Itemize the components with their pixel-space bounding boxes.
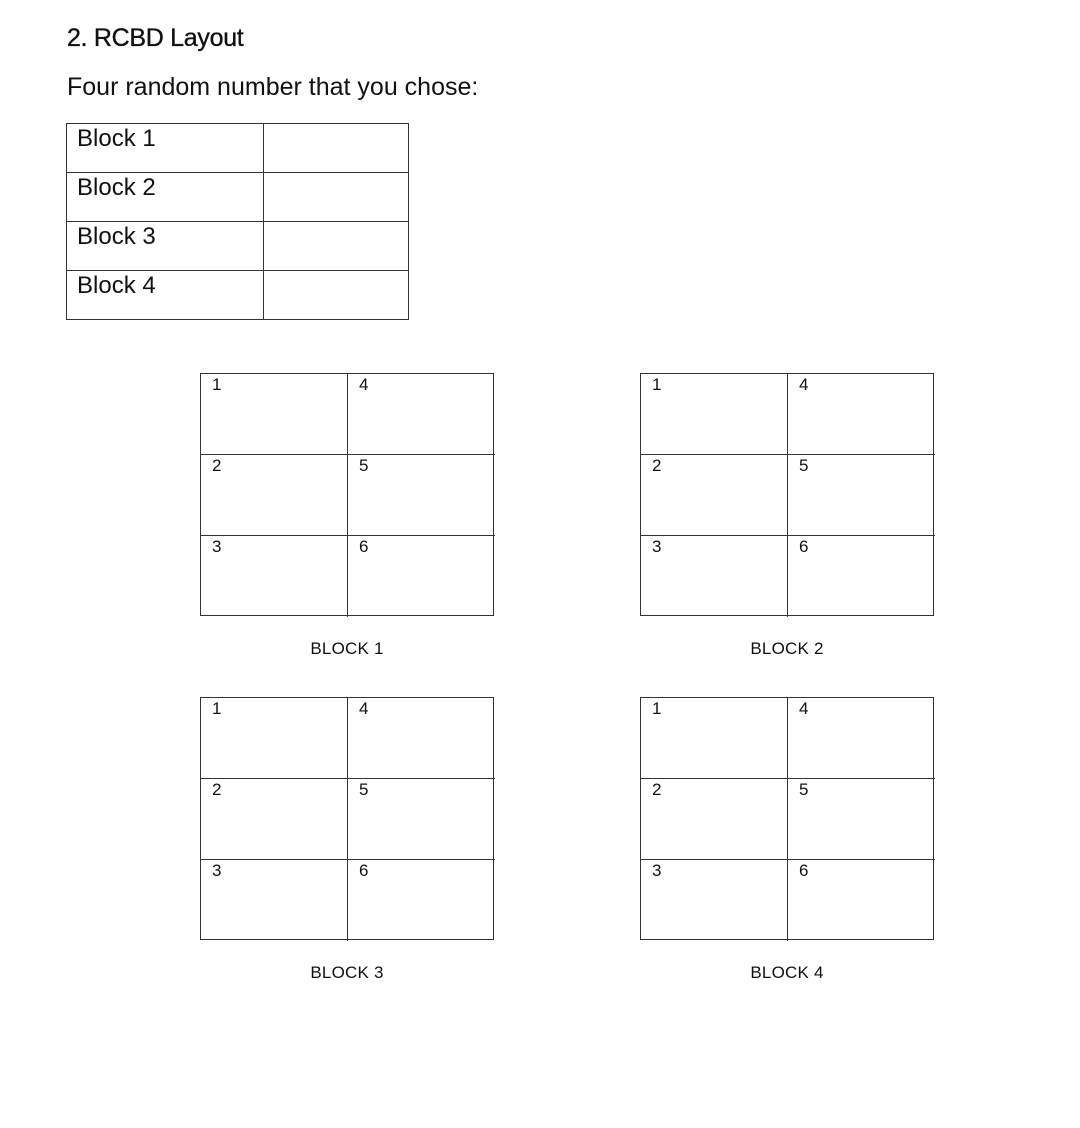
table-row <box>67 173 409 222</box>
block-3-caption: BLOCK 3 <box>310 963 384 982</box>
row-value[interactable] <box>264 173 409 222</box>
row-label: Block 4 <box>67 271 264 320</box>
table-row <box>67 222 409 271</box>
plot-cell: 5 <box>348 779 495 860</box>
plot-cell: 2 <box>641 779 788 860</box>
plot-cell: 6 <box>799 861 809 880</box>
row-label: Block 2 <box>67 173 264 222</box>
plot-cell: 1 <box>201 698 348 779</box>
row-value[interactable] <box>264 222 409 271</box>
block-2-caption: BLOCK 2 <box>750 639 824 658</box>
plot-cell: 1 <box>641 698 788 779</box>
plot-cell: 2 <box>201 455 348 536</box>
plot-cell: 3 <box>201 860 348 941</box>
plot-cell: 1 <box>641 374 788 455</box>
plot-cell: 6 <box>799 537 809 556</box>
plot-cell: 6 <box>359 861 369 880</box>
random-number-prompt: Four random number that you chose: <box>67 73 479 101</box>
section-heading: 2. RCBD Layout <box>67 24 244 52</box>
plot-cell: 4 <box>788 374 935 455</box>
plot-cell: 4 <box>788 698 935 779</box>
plot-cell: 5 <box>348 455 495 536</box>
row-value[interactable] <box>264 271 409 320</box>
plot-cell: 3 <box>201 536 348 617</box>
row-label: Block 1 <box>67 124 264 173</box>
plot-cell: 1 <box>201 374 348 455</box>
plot-cell: 3 <box>641 860 788 941</box>
block-2-layout-grid <box>640 373 934 616</box>
block-1-caption: BLOCK 1 <box>310 639 384 658</box>
plot-cell: 4 <box>348 698 495 779</box>
plot-cell: 5 <box>788 455 935 536</box>
plot-cell: 3 <box>641 536 788 617</box>
plot-cell: 6 <box>359 537 369 556</box>
table-row <box>67 124 409 173</box>
plot-cell: 2 <box>641 455 788 536</box>
block-3-layout-grid <box>200 697 494 940</box>
random-number-table <box>66 123 409 320</box>
plot-cell: 2 <box>201 779 348 860</box>
table-row <box>67 271 409 320</box>
block-4-caption: BLOCK 4 <box>750 963 824 982</box>
plot-cell: 5 <box>788 779 935 860</box>
row-label: Block 3 <box>67 222 264 271</box>
block-4-layout-grid <box>640 697 934 940</box>
plot-cell: 4 <box>348 374 495 455</box>
block-1-layout-grid <box>200 373 494 616</box>
row-value[interactable] <box>264 124 409 173</box>
